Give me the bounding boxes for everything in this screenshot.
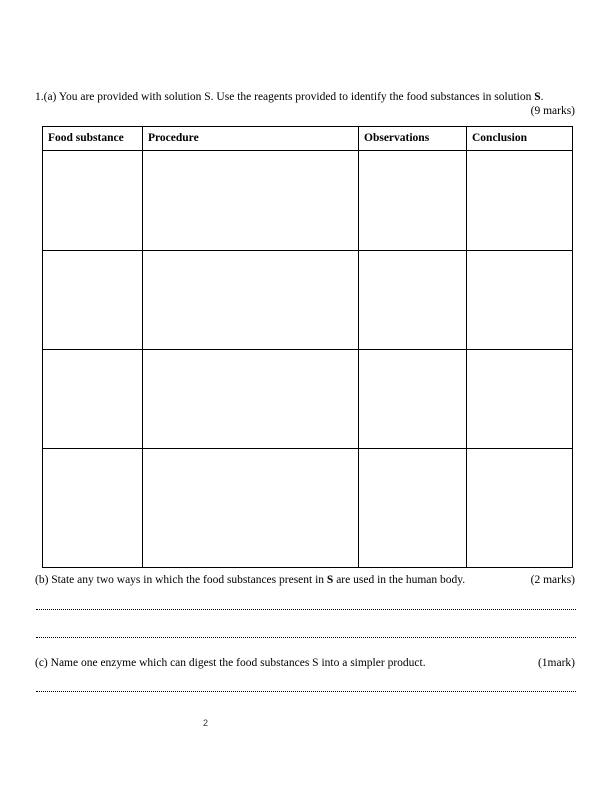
answer-line-1c[interactable]	[36, 691, 576, 692]
cell-food-substance[interactable]	[43, 251, 143, 350]
cell-procedure[interactable]	[143, 350, 359, 449]
answer-line-1b-1[interactable]	[36, 609, 576, 610]
header-procedure: Procedure	[143, 127, 359, 151]
cell-conclusion[interactable]	[467, 151, 573, 251]
question-1b-text: (b) State any two ways in which the food substances present in S are used in the human body.	[35, 574, 466, 586]
cell-observations[interactable]	[359, 350, 467, 449]
cell-food-substance[interactable]	[43, 350, 143, 449]
answer-line-1b-2[interactable]	[36, 637, 576, 638]
cell-conclusion[interactable]	[467, 251, 573, 350]
question-1c	[35, 656, 575, 670]
question-1c-marks: (1mark)	[537, 657, 575, 669]
table-row	[43, 350, 573, 449]
table-row	[43, 151, 573, 251]
question-1a-text: 1.(a) You are provided with solution S. Use the reagents provided to identify the food substances in solution S.	[35, 91, 544, 103]
question-1b	[35, 573, 575, 587]
table-header-row	[43, 127, 573, 151]
header-conclusion: Conclusion	[467, 127, 573, 151]
question-1b-marks: (2 marks)	[530, 574, 575, 586]
cell-observations[interactable]	[359, 151, 467, 251]
question-1b-bold-letter: S	[326, 574, 334, 586]
question-1c-text: (c) Name one enzyme which can digest the food substances S into a simpler product.	[35, 657, 426, 669]
question-1a-marks: (9 marks)	[530, 105, 575, 117]
question-1a-bold-letter: S	[534, 91, 541, 103]
question-1a	[35, 90, 575, 118]
table-row	[43, 449, 573, 568]
cell-food-substance[interactable]	[43, 449, 143, 568]
food-test-table	[42, 126, 573, 568]
cell-conclusion[interactable]	[467, 350, 573, 449]
cell-conclusion[interactable]	[467, 449, 573, 568]
page-number: 2	[203, 718, 209, 728]
cell-procedure[interactable]	[143, 251, 359, 350]
header-food-substance: Food substance	[43, 127, 143, 151]
cell-procedure[interactable]	[143, 151, 359, 251]
table-row	[43, 251, 573, 350]
cell-observations[interactable]	[359, 449, 467, 568]
cell-food-substance[interactable]	[43, 151, 143, 251]
cell-observations[interactable]	[359, 251, 467, 350]
cell-procedure[interactable]	[143, 449, 359, 568]
header-observations: Observations	[359, 127, 467, 151]
